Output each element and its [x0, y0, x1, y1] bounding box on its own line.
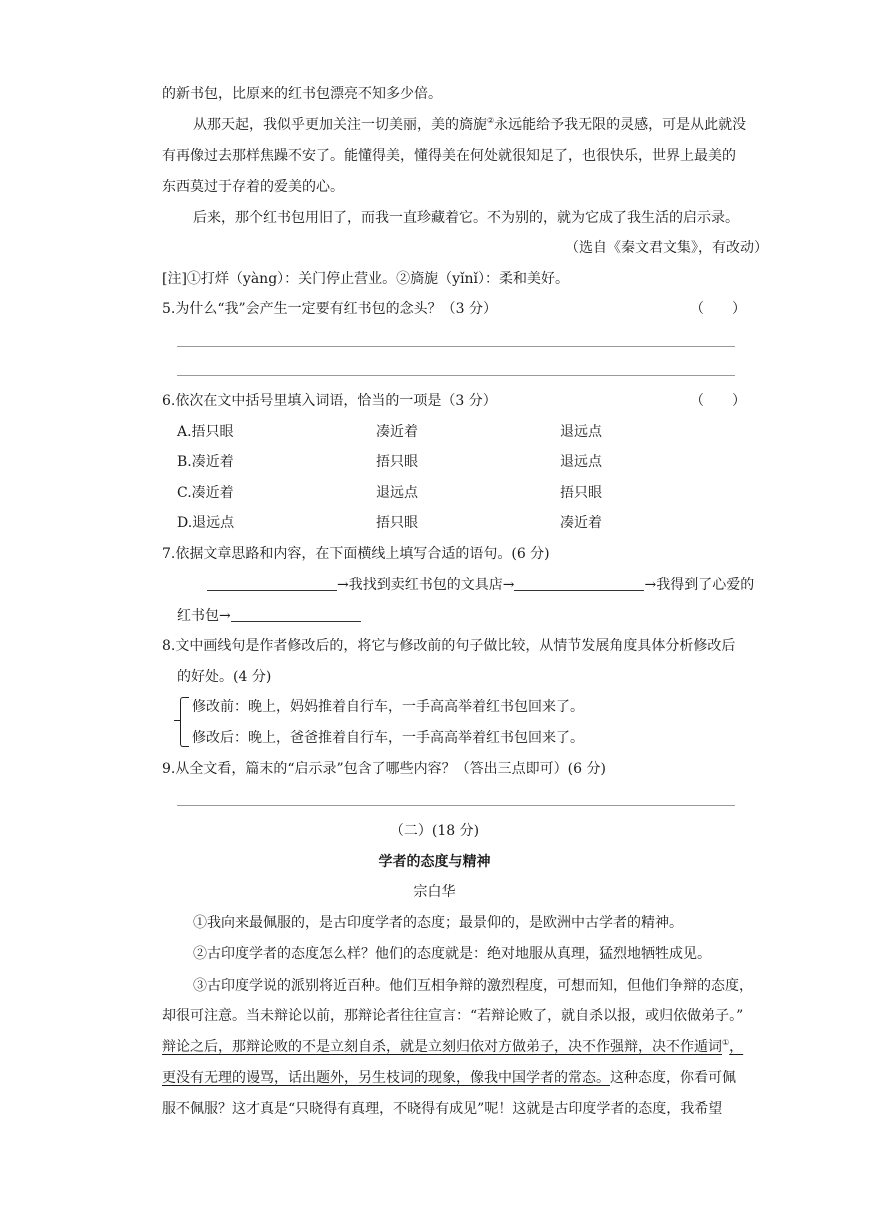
paragraph-2: ②古印度学者的态度怎么样？他们的态度就是：绝对地服从真理，猛烈地牺牲成见。 — [193, 946, 711, 962]
option-cell: 捂只眼 — [376, 515, 418, 531]
option-a[interactable]: A.捂只眼 — [177, 424, 234, 440]
fill-blank[interactable] — [514, 576, 644, 591]
article-author: 宗白华 — [413, 884, 456, 900]
fill-in-row: →我找到卖红书包的文具店→ →我得到了心爱的 — [207, 575, 754, 595]
section-header: （二）(18 分) — [389, 823, 480, 839]
brace-bracket — [180, 697, 189, 747]
underlined-sentence: 辩论之后，那辩论败的不是立刻自杀，就是立刻归依对方做弟子，决不作强辩，决不作遁词①， — [162, 1038, 744, 1055]
option-cell: 退远点 — [376, 485, 418, 501]
paragraph-3: 服不佩服？这才真是“只晓得有真理，不晓得有成见”呢！这就是古印度学者的态度，我希望 — [162, 1101, 723, 1117]
fill-blank[interactable] — [231, 607, 361, 622]
option-cell: 退远点 — [560, 424, 602, 440]
answer-line[interactable] — [177, 805, 735, 806]
article-title: 学者的态度与精神 — [378, 854, 491, 870]
source-citation: （选自《秦文君文集》，有改动） — [565, 240, 768, 256]
question-8-cont: 的好处。(4 分) — [177, 669, 272, 685]
question-6: 6.依次在文中括号里填入词语，恰当的一项是（3 分） — [162, 393, 497, 409]
answer-line[interactable] — [177, 375, 735, 376]
answer-paren: （ ） — [690, 301, 746, 317]
option-cell: 退远点 — [560, 454, 602, 470]
answer-line[interactable] — [177, 346, 735, 347]
passage-line: 后来，那个红书包用旧了，而我一直珍藏着它。不为别的，就为它成了我生活的启示录。 — [193, 210, 739, 226]
paragraph-1: ①我向来最佩服的，是古印度学者的态度；最景仰的，是欧洲中古学者的精神。 — [193, 915, 683, 931]
sentence-before: 修改前：晚上，妈妈推着自行车，一手高高举着红书包回来了。 — [192, 699, 584, 715]
underlined-sentence: 更没有无理的谩骂，话出题外，另生枝词的现象，像我中国学者的常态。这种态度，你看可佩 — [162, 1070, 736, 1086]
passage-line: 有再像过去那样焦躁不安了。能懂得美，懂得美在何处就很知足了，也很快乐，世界上最美的 — [162, 148, 736, 164]
option-cell: 捂只眼 — [376, 454, 418, 470]
question-8: 8.文中画线句是作者修改后的，将它与修改前的句子做比较，从情节发展角度具体分析修改后 — [162, 638, 736, 654]
footnote-mark: ① — [722, 1038, 730, 1047]
option-d[interactable]: D.退远点 — [177, 515, 235, 531]
question-7: 7.依据文章思路和内容，在下面横线上填写合适的语句。(6 分) — [162, 546, 550, 562]
passage-line: 东西莫过于存着的爱美的心。 — [162, 179, 344, 195]
option-b[interactable]: B.凑近着 — [177, 454, 234, 470]
paragraph-3: ③古印度学说的派别将近百种。他们互相争辩的激烈程度，可想而知，但他们争辩的态度， — [193, 978, 753, 994]
brace-tip — [174, 720, 181, 721]
fill-blank[interactable] — [207, 576, 337, 591]
paragraph-3: 却很可注意。当未辩论以前，那辩论者往往宣言：“若辩论败了，就自杀以报，或归依做弟子。” — [162, 1008, 744, 1024]
option-cell: 捂只眼 — [560, 485, 602, 501]
option-cell: 凑近着 — [560, 515, 602, 531]
question-5: 5.为什么“我”会产生一定要有红书包的念头？（3 分） — [162, 301, 498, 317]
passage-line: 从那天起，我似乎更加关注一切美丽，美的旖旎②永远能给予我无限的灵感，可是从此就没 — [193, 116, 747, 133]
question-9: 9.从全文看，篇末的“启示录”包含了哪些内容？（答出三点即可）(6 分) — [162, 761, 606, 777]
sentence-after: 修改后：晚上，爸爸推着自行车，一手高高举着红书包回来了。 — [192, 730, 584, 746]
footnote: [注]①打烊（yàng）：关门停止营业。②旖旎（yǐnǐ）：柔和美好。 — [162, 271, 570, 287]
option-cell: 凑近着 — [376, 424, 418, 440]
option-c[interactable]: C.凑近着 — [177, 485, 234, 501]
fill-in-row: 红书包→ — [177, 606, 361, 626]
footnote-mark: ② — [487, 116, 495, 125]
passage-line: 的新书包，比原来的红书包漂亮不知多少倍。 — [162, 86, 442, 102]
answer-paren: （ ） — [690, 393, 746, 409]
